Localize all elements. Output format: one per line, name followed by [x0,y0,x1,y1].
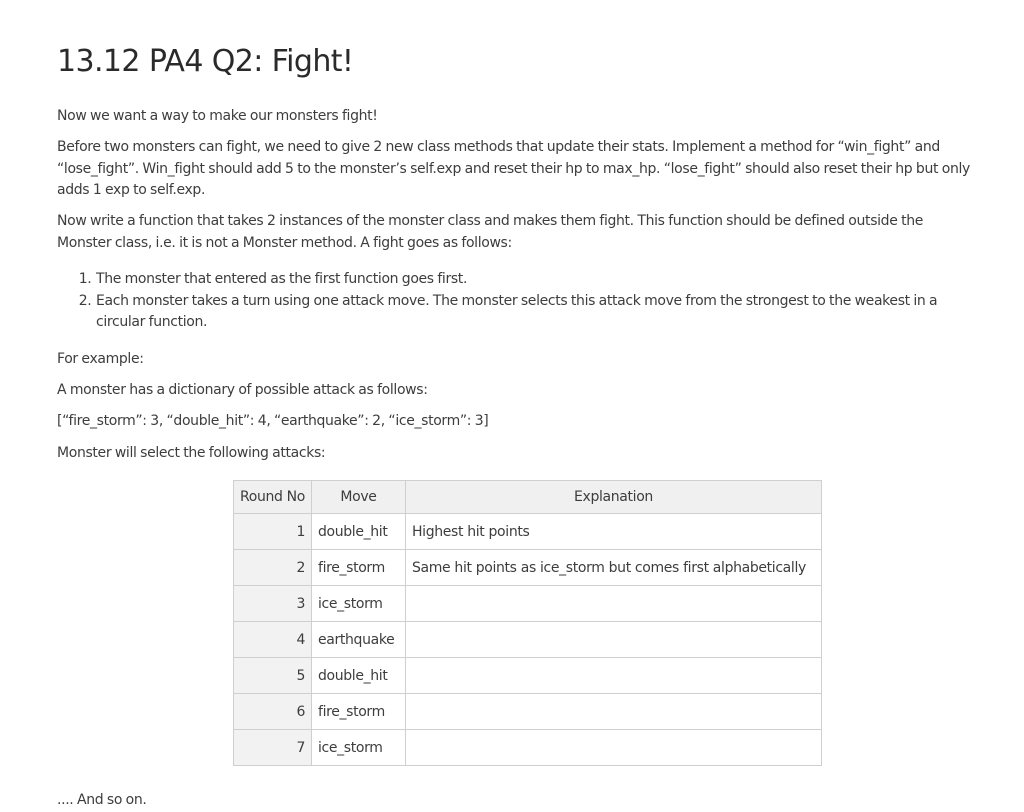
attack-dictionary: [“fire_storm”: 3, “double_hit”: 4, “earthquake”: 2, “ice_storm”: 3] [57,413,489,429]
round-number: 5 [234,658,312,694]
methods-paragraph: Before two monsters can fight, we need to give 2 new class methods that update their stats. Implement a method for “win_fight” and “lose_fight”. Win_fight should add 5 to the monster’s self.exp and reset their hp to max_hp. “lose_fight” should also reset their hp but only adds 1 exp to self.exp. [57,139,970,198]
move-explanation [406,694,822,730]
move-name: fire_storm [312,550,406,586]
move-explanation [406,586,822,622]
table-row [234,586,822,622]
column-header-move: Move [312,481,406,514]
table-row [234,550,822,586]
move-explanation [406,658,822,694]
table-row [234,658,822,694]
move-explanation: Highest hit points [406,514,822,550]
fight-rules-list [57,269,977,334]
table-row [234,514,822,550]
move-name: ice_storm [312,586,406,622]
intro-paragraph: Now we want a way to make our monsters fight! [57,108,378,124]
example-label: For example: [57,351,144,367]
move-explanation [406,730,822,766]
move-explanation: Same hit points as ice_storm but comes first alphabetically [406,550,822,586]
move-name: ice_storm [312,730,406,766]
move-name: earthquake [312,622,406,658]
round-number: 3 [234,586,312,622]
table-row [234,730,822,766]
move-explanation [406,622,822,658]
function-paragraph: Now write a function that takes 2 instances of the monster class and makes them fight. This function should be defined outside the Monster class, i.e. it is not a Monster method. A fight goes as follows: [57,213,923,251]
fight-rule-item: 1. The monster that entered as the first function goes first. [95,269,977,291]
page-title: 13.12 PA4 Q2: Fight! [57,44,354,79]
round-number: 1 [234,514,312,550]
attack-rounds-table [233,480,822,766]
column-header-explanation: Explanation [406,481,822,514]
fight-rule-item: 2. Each monster takes a turn using one attack move. The monster selects this attack move from the strongest to the weakest in a circular function. [95,291,977,334]
column-header-round: Round No [234,481,312,514]
table-row [234,694,822,730]
round-number: 4 [234,622,312,658]
select-intro: Monster will select the following attacks: [57,445,326,461]
move-name: double_hit [312,658,406,694]
table-row [234,622,822,658]
and-so-on-text: .... And so on. [57,792,147,808]
move-name: double_hit [312,514,406,550]
move-name: fire_storm [312,694,406,730]
round-number: 6 [234,694,312,730]
dictionary-intro: A monster has a dictionary of possible attack as follows: [57,382,428,398]
round-number: 7 [234,730,312,766]
table-header-row [234,481,822,514]
round-number: 2 [234,550,312,586]
